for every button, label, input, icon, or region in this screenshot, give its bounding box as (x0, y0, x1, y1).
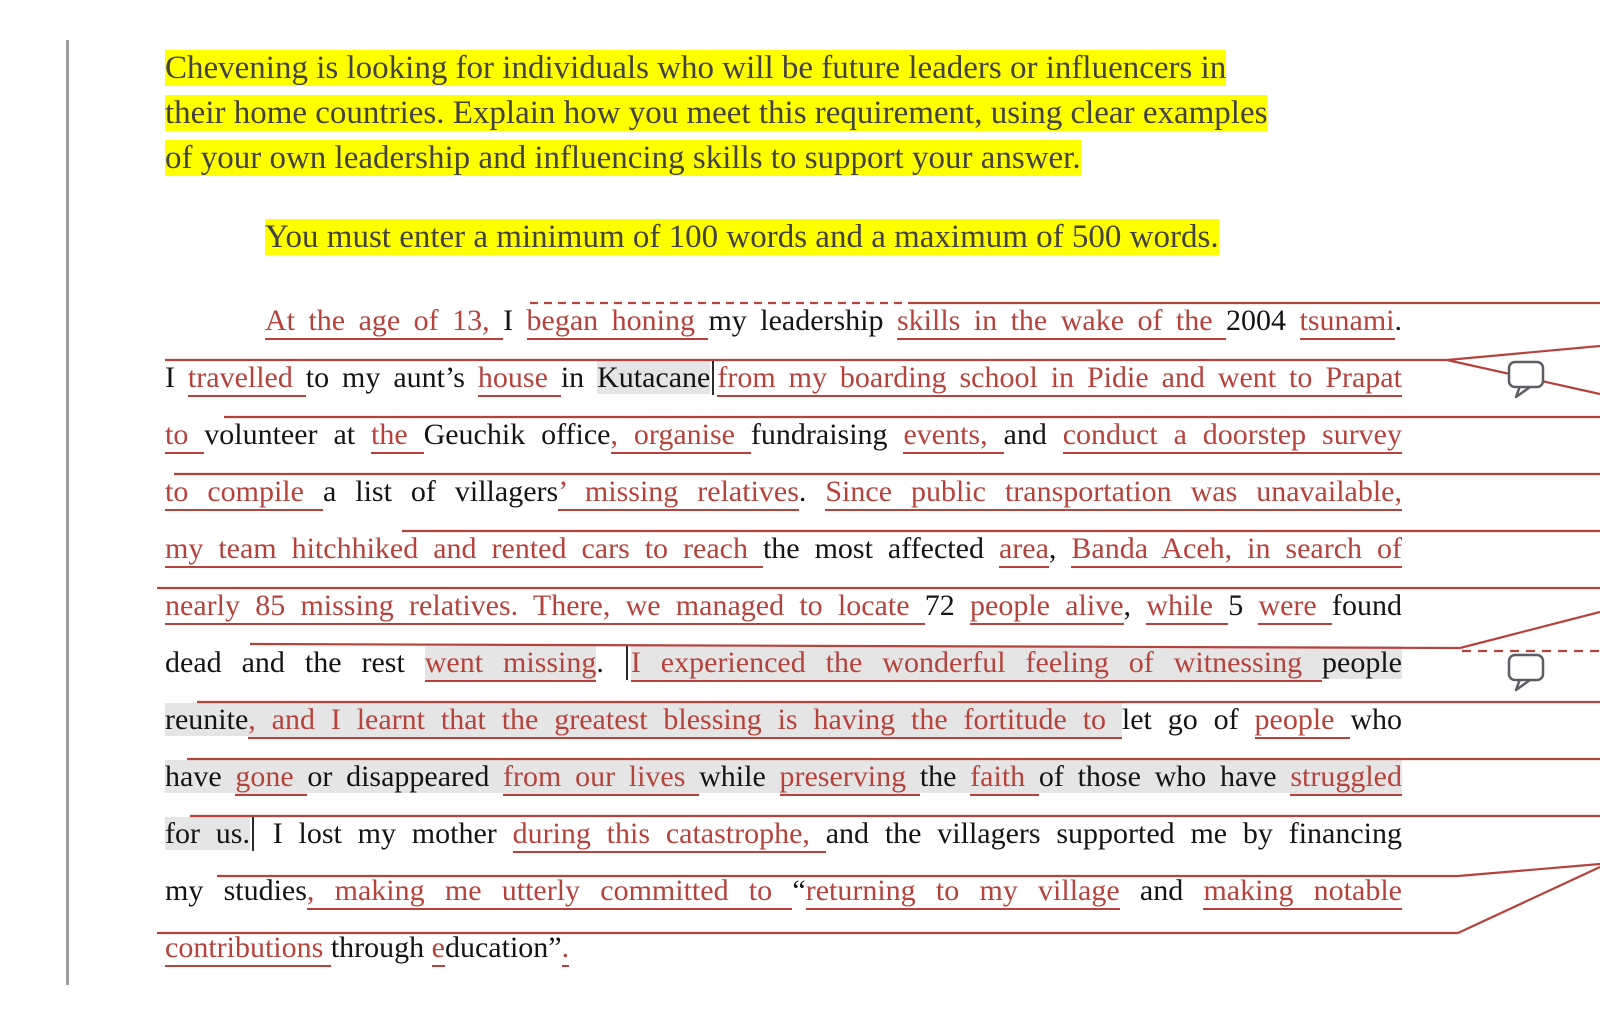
body-text: let go of (1121, 703, 1255, 736)
tracked-insertion-text: skills in the wake of the (897, 304, 1226, 340)
body-text: Kutacane (597, 361, 711, 394)
body-text: of those who have (1038, 760, 1291, 793)
body-text: I (503, 304, 527, 337)
tracked-insertion-text: my team hitchhiked and rented cars to reach (165, 532, 763, 568)
body-text: fundraising (750, 418, 904, 451)
tracked-insertion-text: from my boarding school in Pidie and went to Prapat (717, 361, 1402, 397)
tracked-changes-margin-bar (66, 40, 69, 985)
tracked-insertion-text: from our lives (503, 760, 699, 796)
essay-line (165, 463, 1402, 520)
essay-line (165, 520, 1402, 577)
tracked-insertion-text: faith (970, 760, 1039, 796)
tracked-insertion-text: . (562, 931, 570, 967)
body-text: for us. (165, 817, 250, 850)
body-text: and (1119, 874, 1204, 907)
body-text: a list of villagers (322, 475, 559, 508)
body-text: Geuchik office (423, 418, 611, 451)
body-text: , (1048, 532, 1072, 565)
body-text: in (560, 361, 598, 394)
body-text: I (165, 361, 188, 394)
tracked-insertion-text: area (999, 532, 1049, 568)
tracked-insertion-text: travelled (188, 361, 306, 397)
tracked-insertion-text: e (432, 931, 445, 967)
body-text: through (330, 931, 432, 964)
comment-bubble-icon[interactable] (1509, 655, 1543, 690)
tracked-insertion-text: nearly 85 missing relatives. There, we managed to locate (165, 589, 925, 625)
essay-line (165, 634, 1402, 691)
body-text: while (699, 760, 780, 793)
connector-diagonal (1447, 346, 1600, 360)
tracked-insertion-text: people (1255, 703, 1351, 739)
tracked-insertion-text: people alive (970, 589, 1124, 625)
body-text: 5 (1228, 589, 1259, 622)
tracked-insertion-text: preserving (780, 760, 920, 796)
essay-line (165, 691, 1402, 748)
tracked-insertion-text: Since public transportation was unavailable, (825, 475, 1402, 511)
connector-diagonal (1447, 360, 1600, 394)
body-text: people (1322, 646, 1402, 679)
connector-diagonal (1458, 867, 1600, 933)
tracked-insertion-text: conduct a doorstep survey (1063, 418, 1402, 454)
body-text: found (1332, 589, 1402, 622)
tracked-insertion-text: gone (235, 760, 307, 796)
essay-line (165, 748, 1402, 805)
prompt-line-3: of your own leadership and influencing skills to support your answer. (165, 140, 1081, 176)
tracked-insertion-text: I experienced the wonderful feeling of witnessing (631, 646, 1322, 682)
essay-line (165, 292, 1402, 349)
body-text: ducation” (444, 931, 562, 964)
body-text: . (798, 475, 826, 508)
tracked-insertion-text: during this catastrophe, (513, 817, 826, 853)
tracked-insertion-text: while (1146, 589, 1228, 625)
tracked-insertion-text: At the age of 13, (265, 304, 503, 340)
body-text: “ (792, 874, 806, 907)
tracked-insertion-text: , making me utterly committed to (307, 874, 792, 910)
body-text: or disappeared (307, 760, 504, 793)
body-text: reunite (165, 703, 249, 736)
tracked-insertion-text: events, (903, 418, 1003, 454)
body-text: dead and the rest (165, 646, 425, 679)
body-text: 2004 (1226, 304, 1300, 337)
comment-bubble-icon[interactable] (1509, 362, 1543, 397)
essay-line (165, 919, 1402, 976)
text-cursor (252, 817, 254, 851)
body-text: 72 (924, 589, 971, 622)
body-text: to my aunt’s (305, 361, 478, 394)
tracked-insertion-text: struggled (1290, 760, 1402, 796)
essay-line (165, 862, 1402, 919)
essay-prompt (165, 46, 1425, 181)
essay-line (165, 577, 1402, 634)
tracked-insertion-text: tsunami (1300, 304, 1395, 340)
body-text: volunteer at (204, 418, 371, 451)
tracked-insertion-text: ’ missing relatives (558, 475, 799, 511)
tracked-insertion-text: went missing (425, 646, 597, 682)
tracked-insertion-text: the (371, 418, 424, 454)
tracked-insertion-text: making notable (1203, 874, 1402, 910)
body-text: my studies (165, 874, 307, 907)
body-text: the (919, 760, 971, 793)
essay-line (165, 349, 1402, 406)
body-text: . (596, 646, 624, 679)
text-cursor (712, 361, 714, 395)
tracked-insertion-text: , organise (611, 418, 751, 454)
essay-body-editor[interactable] (165, 292, 1402, 976)
body-text: , (1123, 589, 1147, 622)
body-text: . (1394, 304, 1402, 337)
essay-line (165, 406, 1402, 463)
word-limit-text: You must enter a minimum of 100 words and a maximum of 500 words. (265, 219, 1219, 255)
body-text: I lost my mother (256, 817, 513, 850)
tracked-insertion-text: Banda Aceh, in search of (1071, 532, 1402, 568)
tracked-insertion-text: house (478, 361, 561, 397)
body-text: my leadership (708, 304, 897, 337)
word-limit-note (265, 215, 1465, 260)
tracked-insertion-text: to (165, 418, 204, 454)
body-text: who (1350, 703, 1403, 736)
connector-diagonal (1458, 864, 1600, 876)
tracked-insertion-text: returning to my village (806, 874, 1120, 910)
prompt-line-1: Chevening is looking for individuals who will be future leaders or influencers in (165, 50, 1227, 86)
body-text: the most affected (762, 532, 999, 565)
body-text: and the villagers supported me by financing (825, 817, 1402, 850)
tracked-insertion-text: to compile (165, 475, 323, 511)
tracked-insertion-text: were (1258, 589, 1332, 625)
text-cursor (626, 646, 628, 680)
body-text: have (165, 760, 236, 793)
prompt-line-2: their home countries. Explain how you meet this requirement, using clear examples (165, 95, 1268, 131)
connector-diagonal (1460, 612, 1600, 648)
tracked-insertion-text: , and I learnt that the greatest blessing is having the fortitude to (248, 703, 1122, 739)
tracked-insertion-text: contributions (165, 931, 331, 967)
tracked-insertion-text: began honing (527, 304, 709, 340)
body-text: and (1003, 418, 1063, 451)
essay-line (165, 805, 1402, 862)
